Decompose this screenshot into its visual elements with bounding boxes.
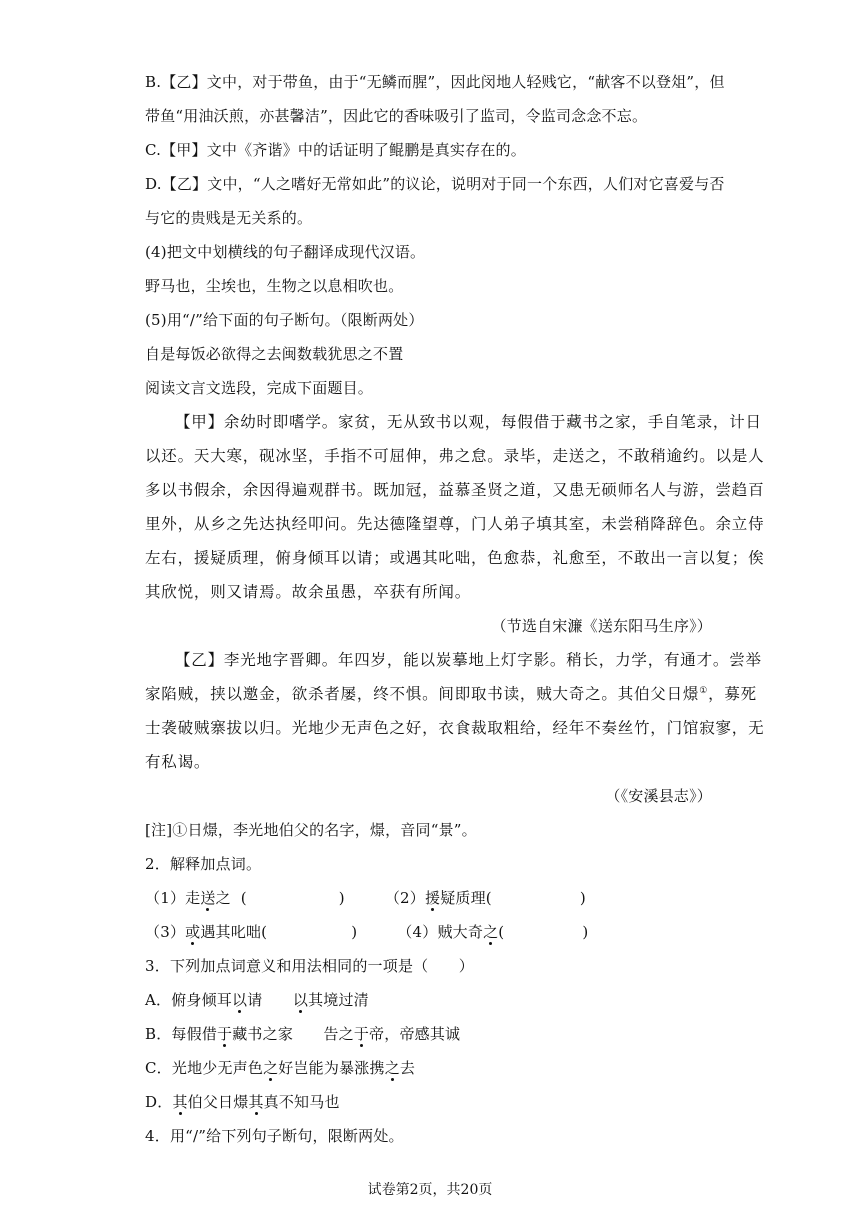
option-text: 伯父日燝 <box>187 1093 249 1111</box>
q2-item-4 <box>397 923 588 941</box>
dotted-word: 于 <box>353 1025 370 1043</box>
answer-open: ( <box>230 889 247 907</box>
question-5-sentence: 自是每饭必欲得之去闽数载犹思之不置 <box>145 345 404 363</box>
dotted-word: 其 <box>172 1093 188 1111</box>
item-text: 走 <box>185 889 201 907</box>
option-text: D． <box>145 1093 173 1111</box>
question-2-title: 2．解释加点词。 <box>145 855 262 873</box>
answer-close: ) <box>351 923 358 941</box>
answer-open: ( <box>261 923 268 941</box>
option-text: 帝，帝感其诚 <box>369 1025 461 1043</box>
passage-yi-line <box>145 684 757 704</box>
passage-jia-line: 其欣悦，则又请焉。故余虽愚，卒获有所闻。 <box>145 583 472 601</box>
dotted-word: 援 <box>424 889 441 907</box>
item-number: （1） <box>145 889 186 907</box>
dotted-word: 于 <box>217 1025 233 1043</box>
passage-yi-line: 士袭破贼寨拔以归。光地少无声色之好，衣食裁取粗给，经年不奏丝竹，门馆寂寥，无 <box>145 719 765 737</box>
dotted-word: 其 <box>248 1093 264 1111</box>
item-text: 贼大奇 <box>437 923 484 941</box>
item-text: 遇其叱咄 <box>200 923 262 941</box>
answer-close: ) <box>582 923 589 941</box>
q3-option-d[interactable] <box>145 1092 720 1112</box>
dotted-word: 之 <box>483 923 499 941</box>
passage-jia-line: 左右，援疑质理，俯身倾耳以请；或遇其叱咄，色愈恭，礼愈至，不敢出一言以复；俟 <box>145 549 765 567</box>
passage-jia-line: 以还。天大寒，砚冰坚，手指不可屈伸，弗之怠。录毕，走送之，不敢稍逾约。以是人 <box>145 447 765 465</box>
passage-jia-line: 里外，从乡之先达执经叩问。先达德隆望尊，门人弟子填其室，未尝稍降辞色。余立侍 <box>145 515 765 533</box>
item-number: （2） <box>384 889 425 907</box>
option-d-line-1: D.【乙】文中，“人之嗜好无常如此”的议论，说明对于同一个东西，人们对它喜爱与否 <box>145 175 725 193</box>
passage-yi-text: 家陷贼，挟以邀金，欲杀者屡，终不惧。间即取书读，贼大奇之。其伯父日燝 <box>145 685 700 703</box>
option-c: C.【甲】文中《齐谐》中的话证明了鲲鹏是真实存在的。 <box>145 141 526 159</box>
item-text: 疑质理 <box>440 889 486 907</box>
passage-yi-source: （《安溪县志》） <box>605 787 712 805</box>
q2-item-3 <box>145 923 357 941</box>
answer-close: ) <box>579 889 586 907</box>
option-text: B．每假借 <box>145 1025 218 1043</box>
passage-jia-line: 【甲】余幼时即嗜学。家贫，无从致书以观，每假借于藏书之家，手自笔录，计日 <box>175 413 762 431</box>
question-2-row <box>145 888 720 908</box>
reading-intro: 阅读文言文选段，完成下面题目。 <box>145 379 374 397</box>
option-text: 藏书之家 告之 <box>232 1025 354 1043</box>
footnote-marker: ① <box>699 685 709 696</box>
question-2-row <box>145 922 720 942</box>
passage-jia-source: （节选自宋濂《送东阳马生序》） <box>491 617 712 635</box>
page-footer: 试卷第2页，共20页 <box>367 1182 493 1198</box>
option-b-line-2: 带鱼“用油沃煎，亦甚馨洁”，因此它的香味吸引了监司，令监司念念不忘。 <box>145 107 648 125</box>
question-3-title: 3．下列加点词意义和用法相同的一项是（ ） <box>145 957 474 975</box>
footnote: [注]①日燝，李光地伯父的名字，燝，音同“景”。 <box>145 821 477 839</box>
question-4-sentence: 野马也，尘埃也，生物之以息相吹也。 <box>145 277 404 295</box>
item-text: 之 <box>215 889 231 907</box>
dotted-word: 之 <box>384 1059 400 1077</box>
q2-item-1 <box>145 889 345 907</box>
item-number: （3） <box>145 923 186 941</box>
option-text: C．光地少无声色 <box>145 1059 264 1077</box>
option-text: 真不知马也 <box>263 1093 340 1111</box>
option-text: 其境过清 <box>308 991 369 1009</box>
option-b-line-1: B.【乙】文中，对于带鱼，由于“无鳞而腥”，因此闵地人轻贱它，“献客不以登俎”，但 <box>145 73 725 91</box>
passage-jia-line: 多以书假余，余因得遍观群书。既加冠，益慕圣贤之道，又患无硕师名人与游，尝趋百 <box>145 481 765 499</box>
q3-option-c[interactable] <box>145 1058 720 1078</box>
option-text: 请 <box>247 991 293 1009</box>
question-4b-title: 4．用“/”给下列句子断句，限断两处。 <box>145 1127 404 1145</box>
option-text: 好岂能为暴涨携 <box>278 1059 385 1077</box>
q2-item-2 <box>385 889 586 907</box>
dotted-word: 或 <box>185 923 201 941</box>
question-4-prompt: (4)把文中划横线的句子翻译成现代汉语。 <box>145 243 426 261</box>
q3-option-a[interactable] <box>145 990 720 1010</box>
dotted-word: 以 <box>232 991 248 1009</box>
item-number: （4） <box>397 923 438 941</box>
dotted-word: 之 <box>263 1059 279 1077</box>
question-5-prompt: (5)用“/”给下面的句子断句。（限断两处） <box>145 311 424 329</box>
answer-open: ( <box>485 889 492 907</box>
q3-option-b[interactable] <box>145 1024 720 1044</box>
option-text: 去 <box>399 1059 416 1077</box>
dotted-word: 送 <box>200 889 216 907</box>
passage-yi-line: 【乙】李光地字晋卿。年四岁，能以炭摹地上灯字影。稍长，力学，有通才。尝举 <box>175 651 762 669</box>
dotted-word: 以 <box>292 991 309 1009</box>
option-text: A．俯身倾耳 <box>145 991 233 1009</box>
answer-close: ) <box>338 889 345 907</box>
passage-yi-text: ，募死 <box>708 685 757 703</box>
option-d-line-2: 与它的贵贱是无关系的。 <box>145 209 313 227</box>
passage-yi-line: 有私谒。 <box>145 753 211 771</box>
answer-open: ( <box>498 923 505 941</box>
